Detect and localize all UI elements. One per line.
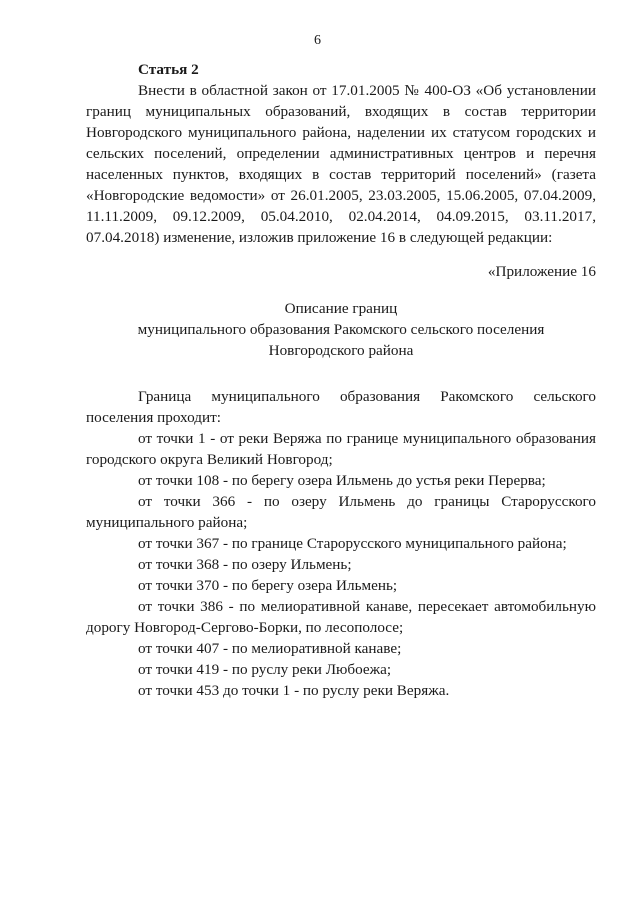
boundary-point: от точки 407 - по мелиоративной канаве;: [138, 640, 402, 657]
appendix-title: [86, 298, 596, 361]
boundary-point: от точки 108 - по берегу озера Ильмень до устья реки Перерва;: [138, 472, 546, 489]
article-heading: Статья 2: [138, 61, 199, 78]
article-text: Внести в областной закон от 17.01.2005 № 400-ОЗ «Об установлении границ муниципальных образований, входящих в состав территории Новгородского муниципального района, наделении их статусом городских и сельских поселений, определении административных центров и перечня населенных пунктов, входящих в состав территорий поселений» (газета «Новгородские ведомости» от 26.01.2005, 23.03.2005, 15.06.2005, 07.04.2009, 11.11.2009, 09.12.2009, 05.04.2010, 02.04.2014, 04.09.2015, 03.11.2017, 07.04.2018) изменение, изложив приложение 16 в следующей редакции:: [86, 82, 596, 246]
page-number: 6: [314, 33, 321, 48]
document-body: [86, 59, 596, 701]
boundary-description: [86, 386, 596, 701]
appendix-label: «Приложение 16: [487, 263, 596, 280]
boundary-point: от точки 367 - по границе Старорусского муниципального района;: [138, 535, 567, 552]
boundary-point: от точки 453 до точки 1 - по руслу реки Веряжа.: [138, 682, 450, 699]
appendix-title-line: муниципального образования Ракомского сельского поселения: [137, 321, 545, 338]
boundary-point: от точки 1 - от реки Веряжа по границе муниципального образования городского округа Великий Новгород;: [86, 430, 596, 468]
boundary-point: от точки 366 - по озеру Ильмень до границы Старорусского муниципального района;: [86, 493, 596, 531]
boundary-point: от точки 368 - по озеру Ильмень;: [138, 556, 352, 573]
boundary-point: от точки 370 - по берегу озера Ильмень;: [138, 577, 398, 594]
appendix-title-line: Новгородского района: [268, 342, 414, 359]
boundary-intro: Граница муниципального образования Ракомского сельского поселения проходит:: [86, 388, 596, 426]
appendix-title-line: Описание границ: [284, 300, 398, 317]
boundary-point: от точки 386 - по мелиоративной канаве, пересекает автомобильную дорогу Новгород-Сергово-Борки, по лесополосе;: [86, 598, 596, 636]
boundary-point: от точки 419 - по руслу реки Любоежа;: [138, 661, 392, 678]
